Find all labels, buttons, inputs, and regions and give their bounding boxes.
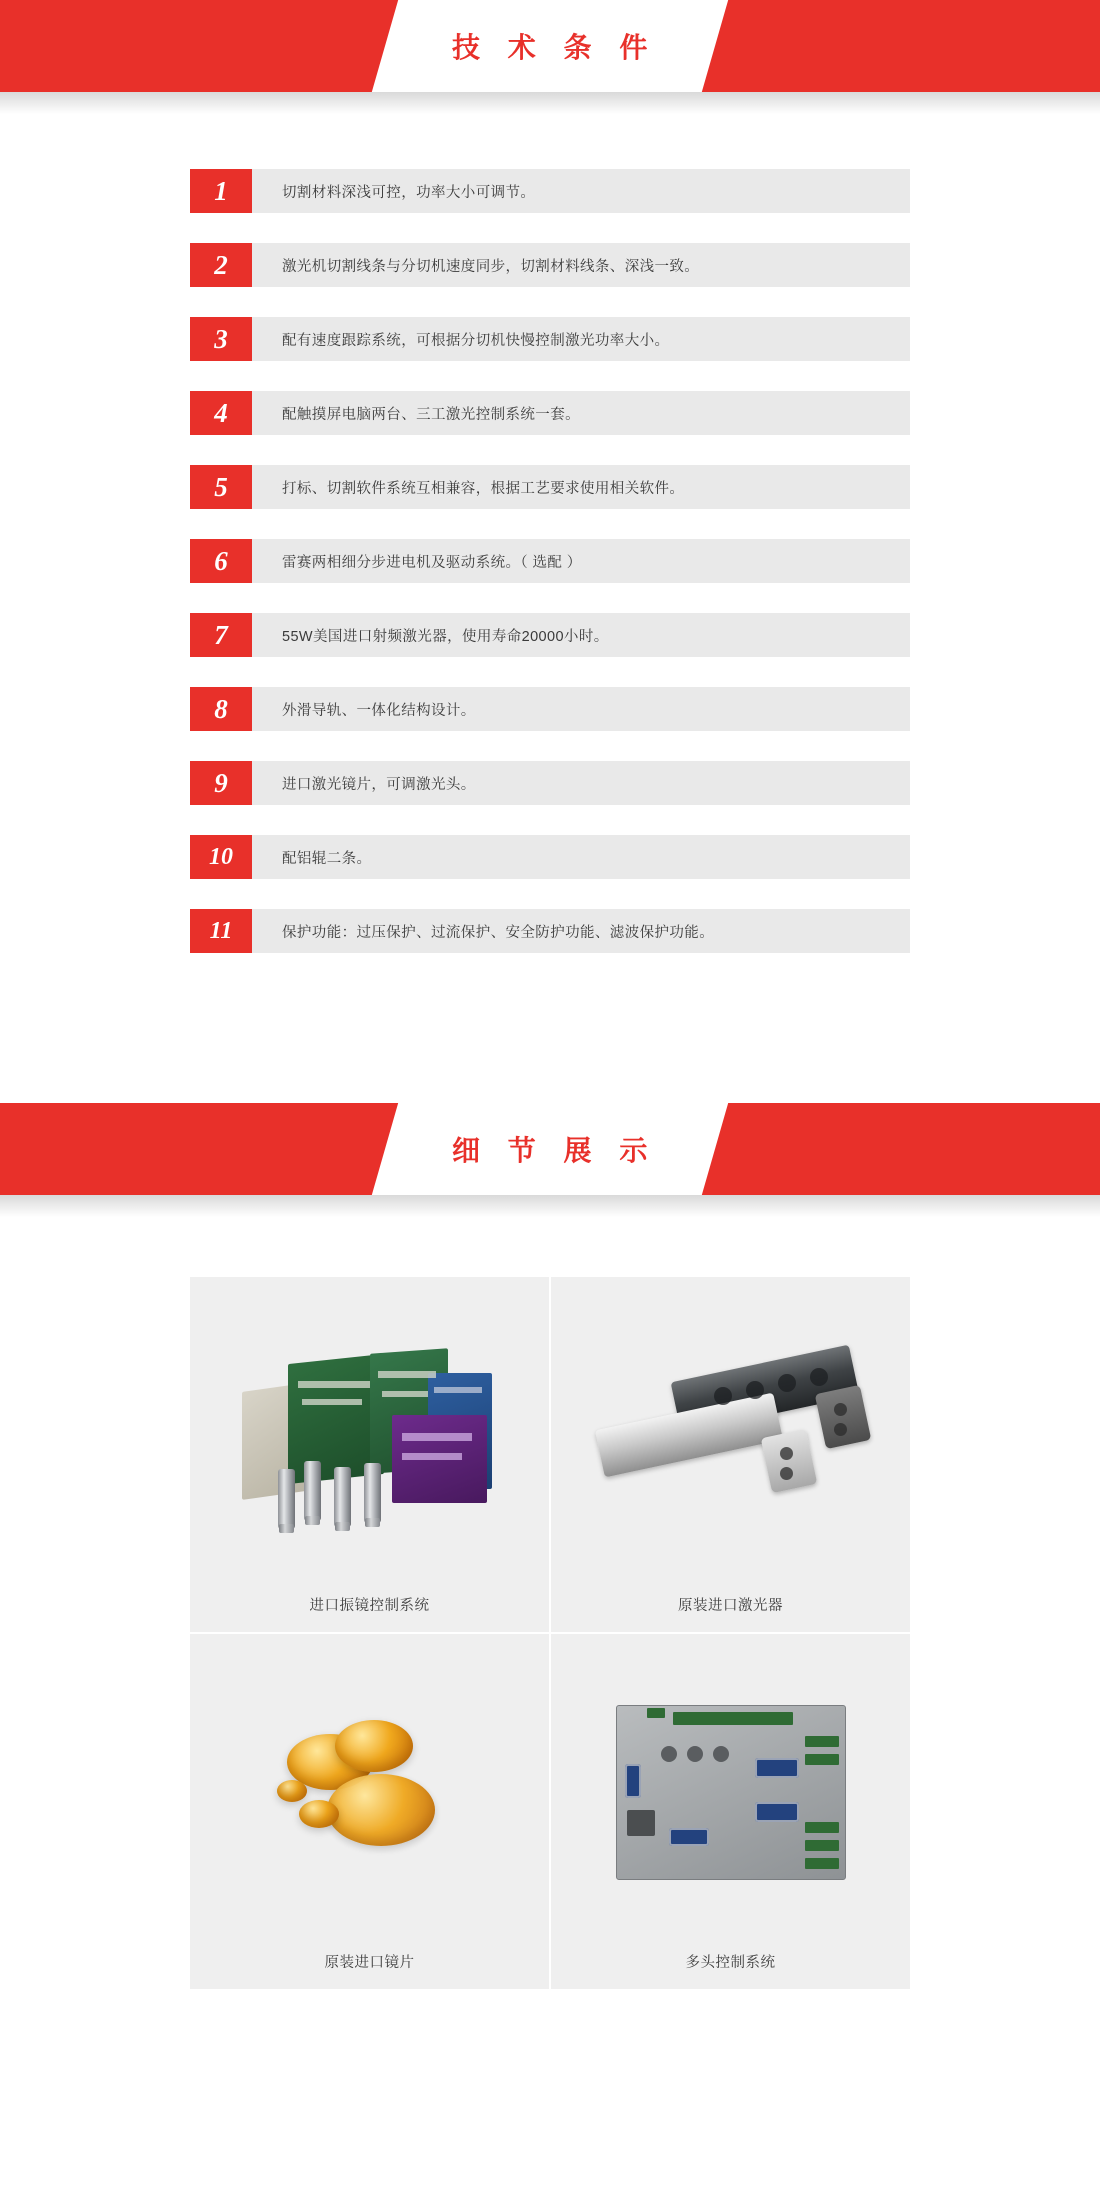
- spec-row: [190, 539, 910, 583]
- spec-row: [190, 243, 910, 287]
- spec-row: [190, 169, 910, 213]
- spec-number: 4: [190, 391, 252, 435]
- spec-text: 配有速度跟踪系统，可根据分切机快慢控制激光功率大小。: [252, 317, 910, 361]
- gallery-caption: 进口振镜控制系统: [309, 1597, 430, 1614]
- spec-number: 8: [190, 687, 252, 731]
- control-boards-image: [190, 1295, 549, 1576]
- tech-banner-plate: [372, 0, 728, 92]
- gallery-cell: [190, 1634, 549, 1989]
- detail-banner-plate: [372, 1103, 728, 1195]
- tech-spec-section: [0, 114, 1100, 993]
- banner-shadow: [0, 1195, 1100, 1217]
- banner-shadow: [0, 92, 1100, 114]
- spec-number: 1: [190, 169, 252, 213]
- detail-section-banner: [0, 1103, 1100, 1195]
- spec-text: 保护功能：过压保护、过流保护、安全防护功能、滤波保护功能。: [252, 909, 910, 953]
- laser-tubes-image: [551, 1295, 910, 1576]
- gallery-cell: [551, 1277, 910, 1632]
- spec-text: 55W美国进口射频激光器，使用寿命20000小时。: [252, 613, 910, 657]
- spec-row: [190, 687, 910, 731]
- lenses-art: [265, 1708, 475, 1878]
- tech-section-banner: [0, 0, 1100, 92]
- tech-spec-list: [190, 169, 910, 953]
- spec-number: 6: [190, 539, 252, 583]
- gallery-caption: 原装进口镜片: [324, 1954, 415, 1971]
- spec-number: 7: [190, 613, 252, 657]
- spec-number: 10: [190, 835, 252, 879]
- laser-tubes-art: [596, 1341, 866, 1531]
- spec-row: [190, 465, 910, 509]
- spec-number: 9: [190, 761, 252, 805]
- detail-gallery-section: [0, 1217, 1100, 2059]
- controller-board-art: [616, 1705, 846, 1880]
- gallery-cell: [551, 1634, 910, 1989]
- spec-text: 雷赛两相细分步进电机及驱动系统。（ 选配 ）: [252, 539, 910, 583]
- spec-text: 外滑导轨、一体化结构设计。: [252, 687, 910, 731]
- spec-number: 11: [190, 909, 252, 953]
- gallery-cell: [190, 1277, 549, 1632]
- control-boards-art: [242, 1341, 497, 1531]
- spec-text: 进口激光镜片，可调激光头。: [252, 761, 910, 805]
- section-spacer: [0, 993, 1100, 1103]
- spec-text: 配铝辊二条。: [252, 835, 910, 879]
- spec-number: 5: [190, 465, 252, 509]
- spec-text: 打标、切割软件系统互相兼容，根据工艺要求使用相关软件。: [252, 465, 910, 509]
- spec-row: [190, 391, 910, 435]
- gallery-caption: 原装进口激光器: [678, 1597, 783, 1614]
- spec-text: 配触摸屏电脑两台、三工激光控制系统一套。: [252, 391, 910, 435]
- detail-banner-title: 细 节 展 示: [452, 1135, 658, 1166]
- detail-gallery: [190, 1277, 910, 1989]
- spec-number: 2: [190, 243, 252, 287]
- spec-row: [190, 909, 910, 953]
- gallery-caption: 多头控制系统: [685, 1954, 776, 1971]
- spec-row: [190, 835, 910, 879]
- spec-number: 3: [190, 317, 252, 361]
- lenses-image: [190, 1652, 549, 1933]
- spec-text: 切割材料深浅可控，功率大小可调节。: [252, 169, 910, 213]
- tech-banner-title: 技 术 条 件: [452, 32, 658, 63]
- spec-text: 激光机切割线条与分切机速度同步，切割材料线条、深浅一致。: [252, 243, 910, 287]
- spec-row: [190, 761, 910, 805]
- spec-row: [190, 317, 910, 361]
- controller-board-image: [551, 1652, 910, 1933]
- spec-row: [190, 613, 910, 657]
